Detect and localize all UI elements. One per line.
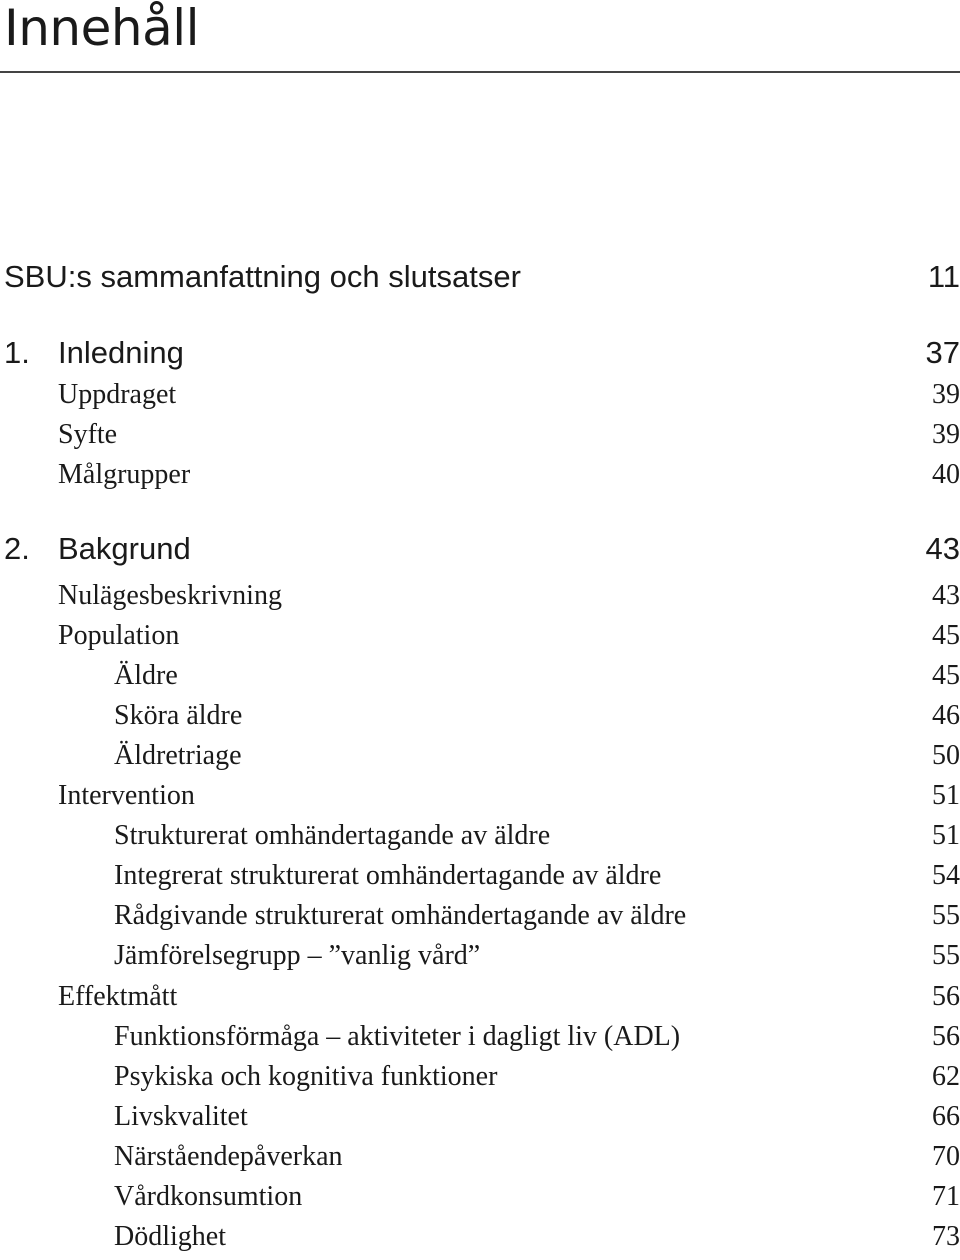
toc-chapter-number: 2.: [4, 531, 30, 566]
toc-entry-label: Strukturerat omhändertagande av äldre: [114, 820, 551, 851]
toc-entry-label: Målgrupper: [58, 459, 191, 490]
toc-entry-livskvalitet[interactable]: [0, 1097, 960, 1137]
toc-entry-page: 40: [932, 459, 960, 490]
toc-entry-label: Syfte: [58, 419, 118, 450]
toc-entry-skora-aldre[interactable]: [0, 696, 960, 736]
toc-entry-page: 73: [932, 1221, 960, 1252]
toc-entry-jamforelsegrupp[interactable]: [0, 936, 960, 976]
toc-entry-inledning[interactable]: [0, 333, 960, 373]
toc-entry-label: Rådgivande strukturerat omhändertagande av äldre: [114, 900, 687, 931]
toc-entry-sammanfattning[interactable]: [0, 257, 960, 297]
toc-entry-label: Äldretriage: [114, 740, 242, 771]
toc-entry-nulagesbeskrivning[interactable]: [0, 576, 960, 616]
toc-entry-label: Inledning: [58, 335, 184, 370]
toc-entry-radgivande[interactable]: [0, 896, 960, 936]
toc-entry-page: 11: [927, 259, 960, 294]
toc-entry-page: 56: [932, 981, 960, 1012]
toc-entry-malgrupper[interactable]: [0, 455, 960, 495]
toc-entry-page: 43: [925, 531, 960, 566]
toc-entry-aldretriage[interactable]: [0, 736, 960, 776]
toc-entry-page: 50: [932, 740, 960, 771]
toc-entry-page: 54: [932, 860, 960, 891]
toc-entry-heading: [4, 333, 184, 373]
toc-entry-label: Intervention: [58, 780, 195, 811]
toc-entry-integrerat[interactable]: [0, 856, 960, 896]
toc-entry-label: Bakgrund: [58, 531, 191, 566]
toc-entry-page: 55: [932, 940, 960, 971]
toc-entry-label: SBU:s sammanfattning och slutsatser: [4, 259, 521, 294]
toc-entry-heading: [4, 529, 191, 569]
toc-entry-strukturerat[interactable]: [0, 816, 960, 856]
title-divider: [0, 71, 960, 73]
toc-entry-label: Funktionsförmåga – aktiviteter i dagligt liv (ADL): [114, 1021, 681, 1052]
toc-entry-narstaendepaverkan[interactable]: [0, 1137, 960, 1177]
toc-entry-page: 39: [932, 419, 960, 450]
toc-entry-dodlighet[interactable]: [0, 1217, 960, 1257]
toc-entry-intervention[interactable]: [0, 776, 960, 816]
toc-entry-funktionsformaga[interactable]: [0, 1017, 960, 1057]
toc-entry-page: 45: [932, 620, 960, 651]
toc-entry-page: 51: [932, 820, 960, 851]
toc-entry-page: 51: [932, 780, 960, 811]
toc-entry-page: 70: [932, 1141, 960, 1172]
page-title: Innehåll: [4, 0, 199, 57]
toc-entry-page: 39: [932, 379, 960, 410]
toc-entry-label: Äldre: [114, 660, 178, 691]
toc-entry-label: Dödlighet: [114, 1221, 226, 1252]
toc-entry-label: Livskvalitet: [114, 1101, 248, 1132]
toc-entry-bakgrund[interactable]: [0, 529, 960, 569]
toc-entry-uppdraget[interactable]: [0, 375, 960, 415]
toc-entry-label: Nulägesbeskrivning: [58, 580, 282, 611]
toc-entry-page: 71: [932, 1181, 960, 1212]
toc-entry-page: 45: [932, 660, 960, 691]
toc-entry-label: Sköra äldre: [114, 700, 243, 731]
toc-entry-label: Uppdraget: [58, 379, 177, 410]
toc-entry-label: Population: [58, 620, 180, 651]
toc-entry-vardkonsumtion[interactable]: [0, 1177, 960, 1217]
toc-entry-syfte[interactable]: [0, 415, 960, 455]
toc-entry-page: 55: [932, 900, 960, 931]
toc-entry-page: 37: [925, 335, 960, 370]
toc-entry-label: Närståendepåverkan: [114, 1141, 343, 1172]
toc-entry-label: Jämförelsegrupp – ”vanlig vård”: [114, 940, 481, 971]
toc-entry-psykiska[interactable]: [0, 1057, 960, 1097]
toc-entry-page: 66: [932, 1101, 960, 1132]
toc-entry-label: Psykiska och kognitiva funktioner: [114, 1061, 498, 1092]
toc-chapter-number: 1.: [4, 335, 30, 370]
toc-entry-label: Effektmått: [58, 981, 178, 1012]
toc-entry-label: Vårdkonsumtion: [114, 1181, 303, 1212]
toc-entry-page: 56: [932, 1021, 960, 1052]
toc-entry-page: 43: [932, 580, 960, 611]
toc-entry-label: Integrerat strukturerat omhändertagande av äldre: [114, 860, 662, 891]
toc-entry-effektmatt[interactable]: [0, 977, 960, 1017]
toc-entry-aldre[interactable]: [0, 656, 960, 696]
toc-entry-page: 62: [932, 1061, 960, 1092]
toc-entry-page: 46: [932, 700, 960, 731]
toc-entry-population[interactable]: [0, 616, 960, 656]
